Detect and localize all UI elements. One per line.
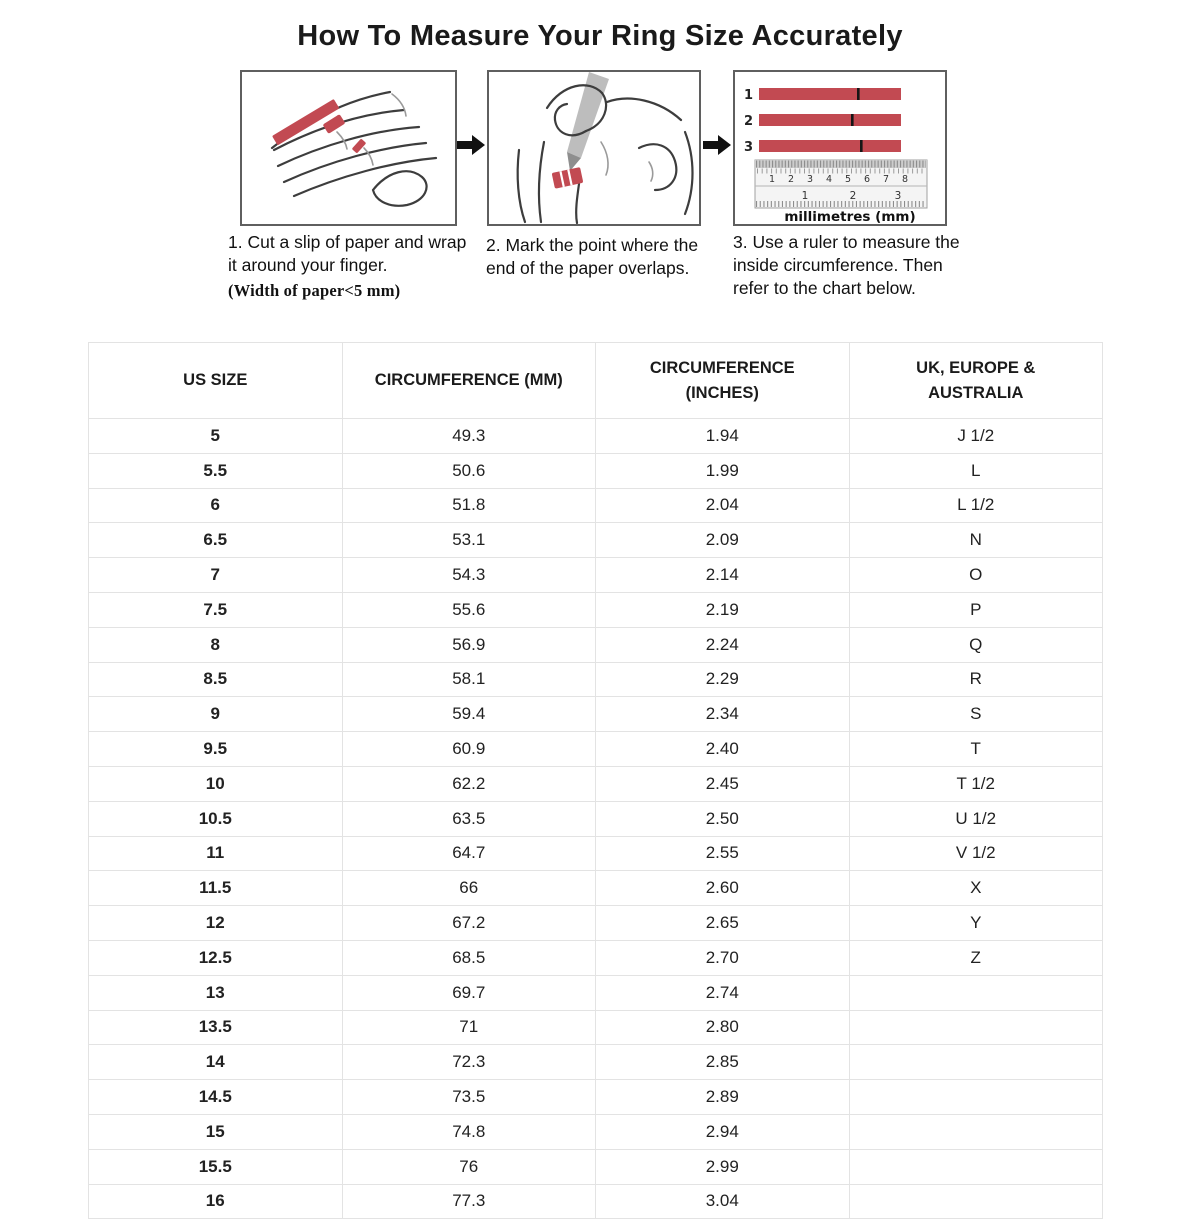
circumference-mm-cell: 67.2: [342, 906, 596, 941]
circumference-inches-cell: 2.60: [596, 871, 850, 906]
table-row: [89, 766, 1103, 801]
arrow-right-icon: [457, 134, 485, 156]
step-3-text: [733, 231, 965, 300]
circumference-inches-cell: 2.40: [596, 732, 850, 767]
table-row: [89, 1149, 1103, 1184]
hand-paper-strip-icon: [242, 72, 455, 224]
uk-europe-australia-cell: R: [849, 662, 1103, 697]
us-size-cell: 15: [89, 1114, 343, 1149]
svg-text:1: 1: [744, 88, 754, 103]
ruler-strips-icon: [735, 72, 945, 224]
svg-text:8: 8: [901, 174, 909, 185]
circumference-inches-cell: 2.85: [596, 1045, 850, 1080]
uk-europe-australia-cell: V 1/2: [849, 836, 1103, 871]
us-size-cell: 15.5: [89, 1149, 343, 1184]
circumference-mm-cell: 77.3: [342, 1184, 596, 1219]
circumference-mm-cell: 59.4: [342, 697, 596, 732]
header-circumference-inches: CIRCUMFERENCE (INCHES): [596, 343, 850, 419]
circumference-mm-cell: 51.8: [342, 488, 596, 523]
hand-pencil-mark-icon: [489, 72, 699, 224]
table-row: [89, 453, 1103, 488]
table-row: [89, 1080, 1103, 1115]
table-row: [89, 1010, 1103, 1045]
uk-europe-australia-cell: L: [849, 453, 1103, 488]
step-1-note: (Width of paper<5 mm): [228, 281, 401, 301]
table-header-row: [89, 343, 1103, 419]
step-1-instruction: 1. Cut a slip of paper and wrap it around your finger.: [228, 232, 467, 276]
us-size-cell: 7.5: [89, 592, 343, 627]
us-size-cell: 5.5: [89, 453, 343, 488]
us-size-cell: 10.5: [89, 801, 343, 836]
header-circumference-mm: CIRCUMFERENCE (MM): [342, 343, 596, 419]
circumference-inches-cell: 2.70: [596, 940, 850, 975]
ruler-caption: millimetres (mm): [784, 209, 916, 224]
uk-europe-australia-cell: [849, 1045, 1103, 1080]
table-row: [89, 558, 1103, 593]
circumference-inches-cell: 2.29: [596, 662, 850, 697]
circumference-mm-cell: 64.7: [342, 836, 596, 871]
table-row: [89, 488, 1103, 523]
table-row: [89, 697, 1103, 732]
arrow-right-icon: [703, 134, 731, 156]
uk-europe-australia-cell: T: [849, 732, 1103, 767]
table-row: [89, 627, 1103, 662]
svg-text:2: 2: [849, 190, 857, 202]
svg-text:3: 3: [894, 190, 902, 202]
table-row: [89, 836, 1103, 871]
circumference-inches-cell: 2.19: [596, 592, 850, 627]
uk-europe-australia-cell: U 1/2: [849, 801, 1103, 836]
uk-europe-australia-cell: [849, 1149, 1103, 1184]
table-row: [89, 940, 1103, 975]
us-size-cell: 11.5: [89, 871, 343, 906]
circumference-mm-cell: 62.2: [342, 766, 596, 801]
circumference-mm-cell: 56.9: [342, 627, 596, 662]
uk-europe-australia-cell: L 1/2: [849, 488, 1103, 523]
svg-text:4: 4: [825, 174, 833, 185]
svg-text:1: 1: [768, 174, 776, 185]
table-row: [89, 975, 1103, 1010]
circumference-inches-cell: 2.94: [596, 1114, 850, 1149]
circumference-inches-cell: 2.04: [596, 488, 850, 523]
header-uk-europe-australia: UK, EUROPE & AUSTRALIA: [849, 343, 1103, 419]
circumference-mm-cell: 60.9: [342, 732, 596, 767]
circumference-inches-cell: 2.50: [596, 801, 850, 836]
circumference-inches-cell: 1.99: [596, 453, 850, 488]
circumference-mm-cell: 66: [342, 871, 596, 906]
circumference-inches-cell: 2.99: [596, 1149, 850, 1184]
us-size-cell: 11: [89, 836, 343, 871]
circumference-inches-cell: 2.14: [596, 558, 850, 593]
table-row: [89, 732, 1103, 767]
step-2-text: [486, 234, 708, 280]
table-row: [89, 523, 1103, 558]
circumference-mm-cell: 50.6: [342, 453, 596, 488]
uk-europe-australia-cell: T 1/2: [849, 766, 1103, 801]
uk-europe-australia-cell: S: [849, 697, 1103, 732]
table-row: [89, 906, 1103, 941]
us-size-cell: 6.5: [89, 523, 343, 558]
circumference-mm-cell: 76: [342, 1149, 596, 1184]
circumference-mm-cell: 73.5: [342, 1080, 596, 1115]
ring-size-table: [88, 342, 1103, 1219]
table-row: [89, 1184, 1103, 1219]
us-size-cell: 16: [89, 1184, 343, 1219]
uk-europe-australia-cell: X: [849, 871, 1103, 906]
svg-text:2: 2: [787, 174, 795, 185]
table-row: [89, 592, 1103, 627]
uk-europe-australia-cell: P: [849, 592, 1103, 627]
uk-europe-australia-cell: [849, 1184, 1103, 1219]
table-row: [89, 1045, 1103, 1080]
uk-europe-australia-cell: [849, 1010, 1103, 1045]
circumference-inches-cell: 2.89: [596, 1080, 850, 1115]
us-size-cell: 7: [89, 558, 343, 593]
us-size-cell: 13: [89, 975, 343, 1010]
table-row: [89, 801, 1103, 836]
us-size-cell: 9.5: [89, 732, 343, 767]
uk-europe-australia-cell: J 1/2: [849, 419, 1103, 454]
circumference-mm-cell: 71: [342, 1010, 596, 1045]
circumference-mm-cell: 54.3: [342, 558, 596, 593]
header-us-size: US SIZE: [89, 343, 343, 419]
circumference-mm-cell: 74.8: [342, 1114, 596, 1149]
us-size-cell: 8.5: [89, 662, 343, 697]
us-size-cell: 12.5: [89, 940, 343, 975]
circumference-inches-cell: 2.45: [596, 766, 850, 801]
circumference-mm-cell: 53.1: [342, 523, 596, 558]
circumference-inches-cell: 1.94: [596, 419, 850, 454]
circumference-mm-cell: 58.1: [342, 662, 596, 697]
size-table-body: [89, 419, 1103, 1219]
step-2-instruction: 2. Mark the point where the end of the paper overlaps.: [486, 235, 699, 279]
circumference-mm-cell: 68.5: [342, 940, 596, 975]
us-size-cell: 12: [89, 906, 343, 941]
circumference-inches-cell: 2.24: [596, 627, 850, 662]
us-size-cell: 5: [89, 419, 343, 454]
us-size-cell: 14: [89, 1045, 343, 1080]
circumference-inches-cell: 2.65: [596, 906, 850, 941]
uk-europe-australia-cell: Y: [849, 906, 1103, 941]
uk-europe-australia-cell: N: [849, 523, 1103, 558]
circumference-mm-cell: 69.7: [342, 975, 596, 1010]
svg-text:2: 2: [744, 114, 754, 129]
us-size-cell: 8: [89, 627, 343, 662]
uk-europe-australia-cell: [849, 1114, 1103, 1149]
circumference-mm-cell: 55.6: [342, 592, 596, 627]
illustration-ruler-measure: [733, 70, 947, 226]
svg-text:6: 6: [863, 174, 871, 185]
svg-text:3: 3: [806, 174, 814, 185]
us-size-cell: 14.5: [89, 1080, 343, 1115]
circumference-inches-cell: 2.55: [596, 836, 850, 871]
circumference-inches-cell: 2.34: [596, 697, 850, 732]
circumference-inches-cell: 2.80: [596, 1010, 850, 1045]
uk-europe-australia-cell: [849, 975, 1103, 1010]
circumference-mm-cell: 72.3: [342, 1045, 596, 1080]
svg-text:7: 7: [882, 174, 890, 185]
uk-europe-australia-cell: [849, 1080, 1103, 1115]
circumference-mm-cell: 49.3: [342, 419, 596, 454]
illustration-mark-point: [487, 70, 701, 226]
illustration-wrap-paper: [240, 70, 457, 226]
ruler: [755, 160, 927, 208]
circumference-inches-cell: 2.74: [596, 975, 850, 1010]
uk-europe-australia-cell: O: [849, 558, 1103, 593]
table-row: [89, 1114, 1103, 1149]
table-row: [89, 662, 1103, 697]
us-size-cell: 13.5: [89, 1010, 343, 1045]
step-3-instruction: 3. Use a ruler to measure the inside circumference. Then refer to the chart below.: [733, 232, 960, 299]
us-size-cell: 6: [89, 488, 343, 523]
circumference-inches-cell: 3.04: [596, 1184, 850, 1219]
step-1-text: [228, 231, 478, 302]
us-size-cell: 10: [89, 766, 343, 801]
circumference-inches-cell: 2.09: [596, 523, 850, 558]
circumference-mm-cell: 63.5: [342, 801, 596, 836]
page-title: How To Measure Your Ring Size Accurately: [297, 20, 903, 52]
svg-text:5: 5: [844, 174, 852, 185]
uk-europe-australia-cell: Q: [849, 627, 1103, 662]
table-row: [89, 419, 1103, 454]
svg-text:3: 3: [744, 140, 754, 155]
us-size-cell: 9: [89, 697, 343, 732]
table-row: [89, 871, 1103, 906]
uk-europe-australia-cell: Z: [849, 940, 1103, 975]
svg-text:1: 1: [801, 190, 809, 202]
